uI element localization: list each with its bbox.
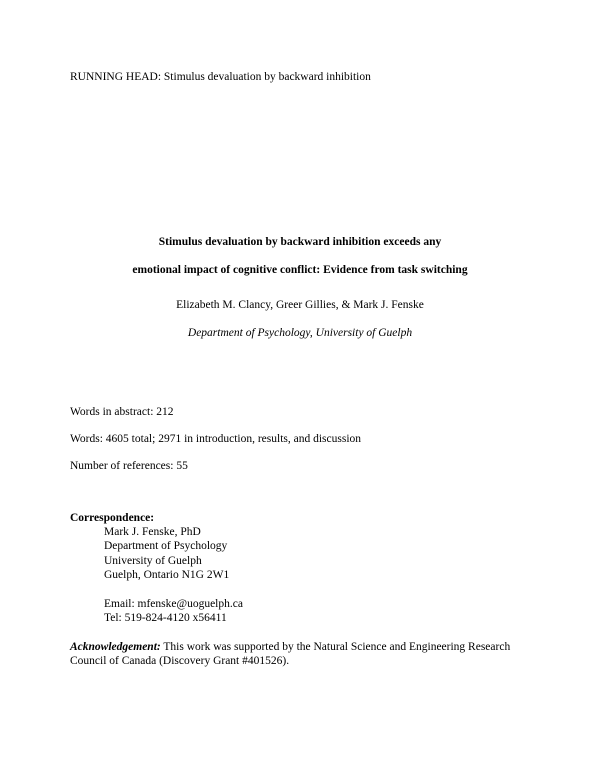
correspondence-name: Mark J. Fenske, PhD <box>104 526 201 538</box>
acknowledgement-label: Acknowledgement: <box>70 641 161 653</box>
correspondence-spacer <box>104 583 243 597</box>
running-head: RUNNING HEAD: Stimulus devaluation by backward inhibition <box>70 71 371 83</box>
correspondence-address <box>104 525 243 626</box>
paper-title-line-1: Stimulus devaluation by backward inhibition exceeds any <box>158 236 442 248</box>
acknowledgement-text: This work was supported by the Natural Science and Engineering Research Council of Canada (Discovery Grant #401526). <box>70 641 511 668</box>
correspondence-heading: Correspondence: <box>70 512 155 524</box>
affiliation: Department of Psychology, University of Guelph <box>187 327 413 339</box>
correspondence-phone: Tel: 519-824-4120 x56411 <box>104 612 227 625</box>
reference-count: Number of references: 55 <box>70 460 188 472</box>
correspondence-email: Email: mfenske@uoguelph.ca <box>104 597 243 610</box>
word-count: Words: 4605 total; 2971 in introduction, results, and discussion <box>70 433 362 445</box>
correspondence-department: Department of Psychology <box>104 540 228 553</box>
paper-title-line-2: emotional impact of cognitive conflict: Evidence from task switching <box>132 264 468 276</box>
correspondence-university: University of Guelph <box>104 554 202 567</box>
abstract-word-count: Words in abstract: 212 <box>70 406 174 418</box>
acknowledgement <box>70 640 540 669</box>
author-list: Elizabeth M. Clancy, Greer Gillies, & Mark J. Fenske <box>176 299 424 311</box>
correspondence-city: Guelph, Ontario N1G 2W1 <box>104 569 230 582</box>
